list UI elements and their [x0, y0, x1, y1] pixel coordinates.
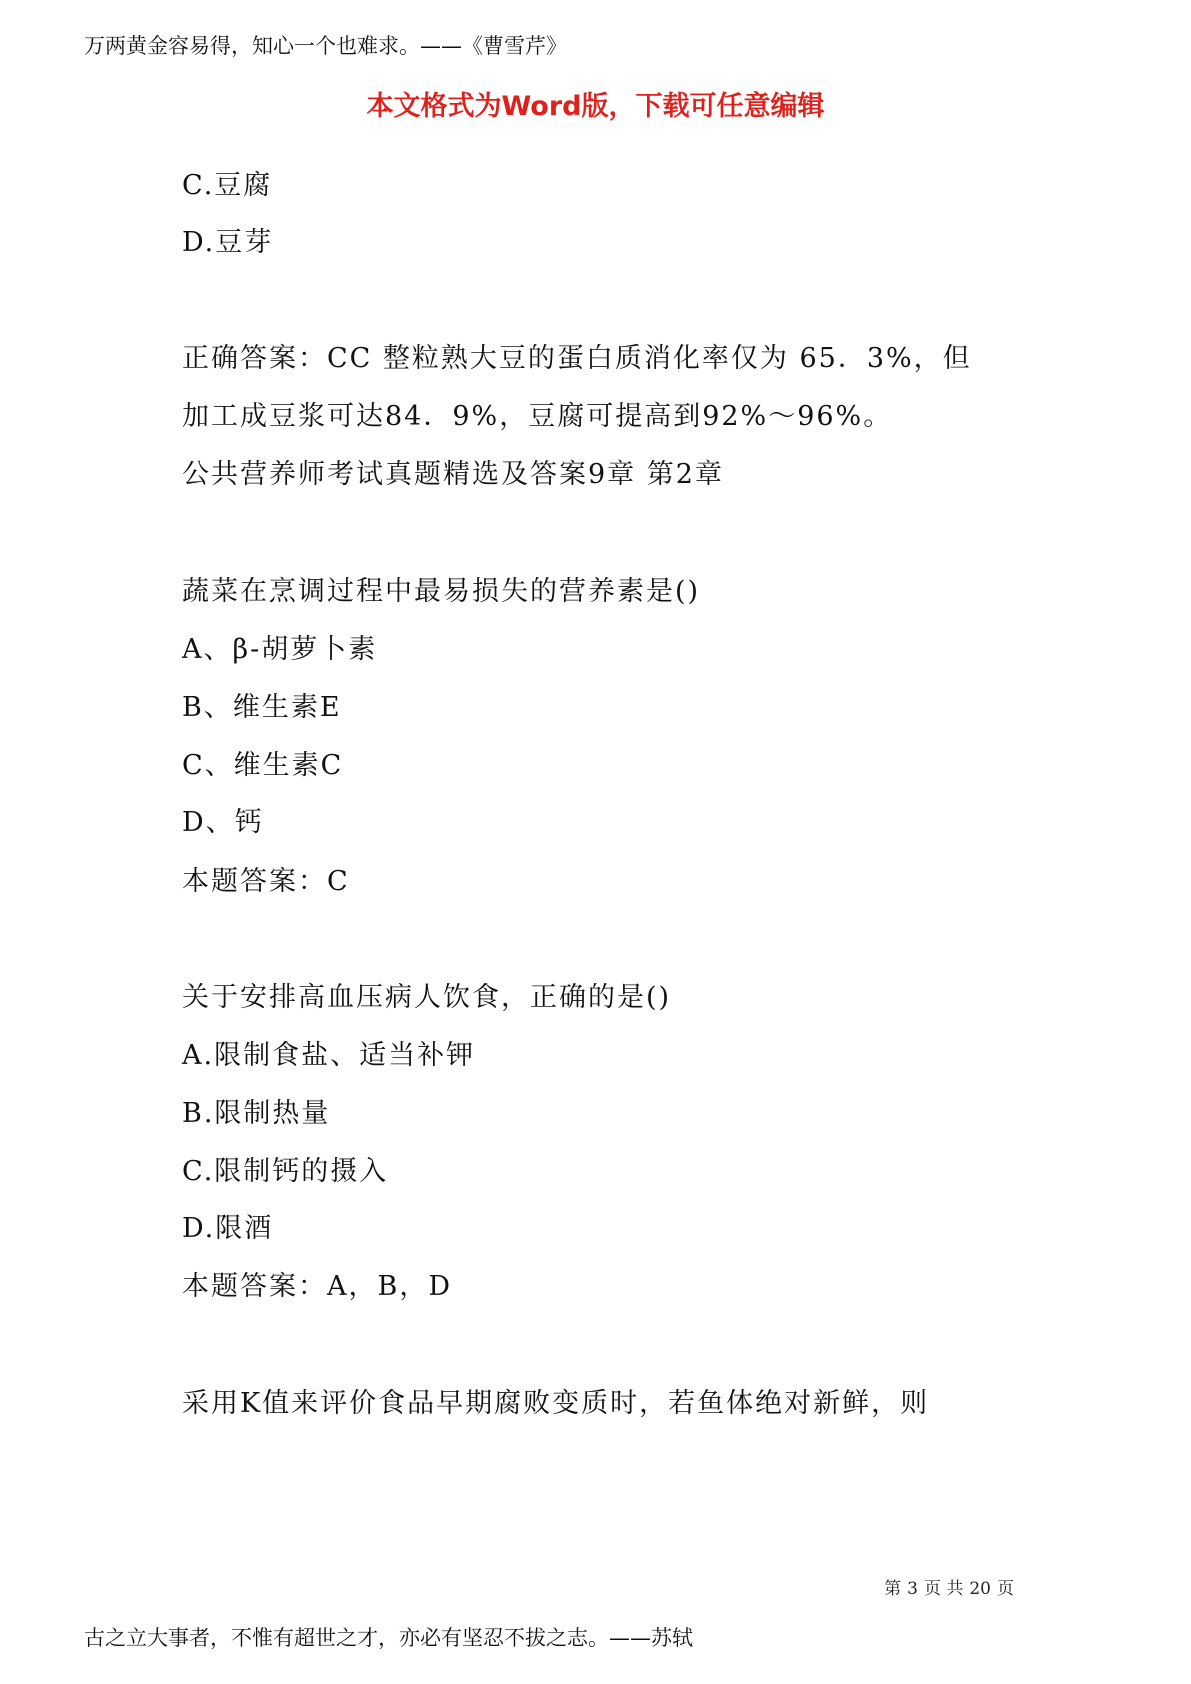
- option-line: C、维生素C: [182, 750, 344, 781]
- question-text: 采用K值来评价食品早期腐败变质时，若鱼体绝对新鲜，则: [182, 1388, 930, 1419]
- header-quote: 万两黄金容易得，知心一个也难求。——《曹雪芹》: [84, 34, 567, 58]
- page-label-mid: 页 共: [923, 1579, 964, 1599]
- chapter-title: 公共营养师考试真题精选及答案9章 第2章: [182, 459, 724, 490]
- question-text: 关于安排高血压病人饮食，正确的是(): [182, 982, 672, 1013]
- page-label-pre: 第: [884, 1579, 902, 1599]
- option-line: D.限酒: [182, 1213, 274, 1244]
- question-text: 蔬菜在烹调过程中最易损失的营养素是(): [182, 576, 701, 607]
- page-label-post: 页: [997, 1579, 1014, 1599]
- answer-line: 正确答案：CC 整粒熟大豆的蛋白质消化率仅为 65．3%，但: [182, 343, 972, 374]
- answer-line: 本题答案：A，B，D: [182, 1271, 452, 1302]
- option-line: D、钙: [182, 807, 264, 838]
- option-line: C.限制钙的摄入: [182, 1156, 389, 1187]
- option-line: B、维生素E: [182, 692, 342, 723]
- format-banner: 本文格式为Word版，下载可任意编辑: [366, 91, 825, 122]
- option-line: B.限制热量: [182, 1098, 331, 1129]
- option-line: A、β-胡萝卜素: [182, 634, 378, 665]
- option-line: C.豆腐: [182, 170, 273, 201]
- answer-line: 本题答案：C: [182, 866, 350, 897]
- answer-line: 加工成豆浆可达84．9%，豆腐可提高到92%～96%。: [182, 401, 893, 432]
- page-number: [881, 1574, 1017, 1599]
- page-current: 3: [907, 1579, 918, 1599]
- option-line: D.豆芽: [182, 227, 274, 258]
- page-total: 20: [969, 1579, 991, 1599]
- option-line: A.限制食盐、适当补钾: [182, 1040, 476, 1071]
- footer-quote: 古之立大事者，不惟有超世之才，亦必有坚忍不拔之志。——苏轼: [84, 1626, 693, 1650]
